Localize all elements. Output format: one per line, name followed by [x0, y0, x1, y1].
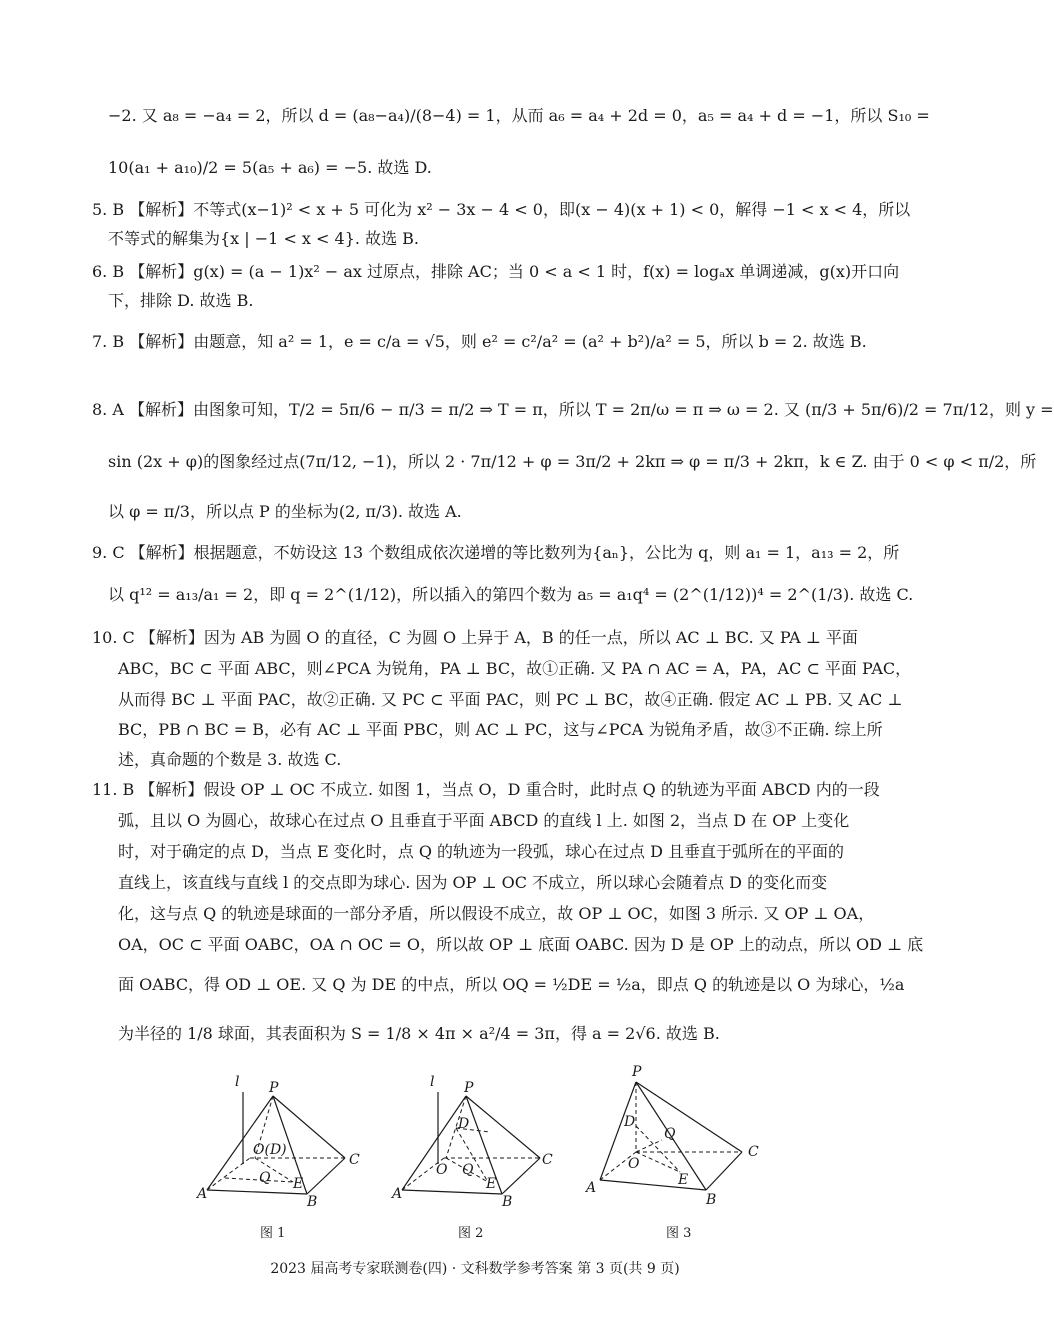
solution-line — [108, 229, 419, 249]
hidden-edge — [207, 1158, 250, 1190]
text-run: 7. B 【解析】由题意，知 a² = 1，e = c/a = √5，则 e² = c²/a² = (a² + b²)/a² = 5，所以 b = 2. 故选 B. — [92, 332, 867, 351]
text-run: 9. C 【解析】根据题意，不妨设这 13 个数组成依次递增的等比数列为{aₙ}，公比为 q，则 a₁ = 1，a₁₃ = 2，所 — [92, 543, 900, 562]
figure-label: O — [628, 1156, 640, 1172]
text-run: 10. C 【解析】因为 AB 为圆 O 的直径，C 为圆 O 上异于 A，B 的任一点，所以 AC ⊥ BC. 又 PA ⊥ 平面 — [92, 628, 858, 647]
solution-line — [118, 935, 923, 955]
text-run: 不等式的解集为{x | −1 < x < 4}. 故选 B. — [108, 229, 419, 248]
solution-line — [118, 811, 849, 831]
figure-label: C — [748, 1144, 759, 1160]
solution-line — [92, 628, 858, 648]
solution-line — [118, 690, 902, 710]
page-footer: 2023 届高考专家联测卷(四) · 文科数学参考答案 第 3 页(共 9 页) — [270, 1261, 680, 1277]
solution-line — [108, 452, 1036, 472]
figure-label: C — [349, 1152, 360, 1168]
edge — [307, 1158, 345, 1194]
figure-label: Q — [664, 1126, 676, 1142]
text-run: −2. 又 a₈ = −a₄ = 2，所以 d = (a₈−a₄)/(8−4) = 1，从而 a₆ = a₄ + 2d = 0，a₅ = a₄ + d = −1，所以 S₁₀ = — [108, 106, 930, 125]
figure-label: A — [586, 1180, 597, 1196]
text-run: 下，排除 D. 故选 B. — [108, 291, 254, 310]
figure-caption: 图 1 — [260, 1226, 286, 1241]
solution-line — [118, 720, 883, 740]
figure-label: B — [502, 1194, 513, 1210]
solution-line — [108, 502, 462, 522]
figure-2-diagram — [390, 1072, 570, 1212]
figure-label: l — [235, 1074, 240, 1090]
figure-label: P — [632, 1064, 642, 1080]
text-run: OA，OC ⊂ 平面 OABC，OA ∩ OC = O，所以故 OP ⊥ 底面 OABC. 因为 D 是 OP 上的动点，所以 OD ⊥ 底 — [118, 935, 924, 954]
figure-label: l — [430, 1074, 435, 1090]
edge — [502, 1158, 540, 1194]
text-run: 6. B 【解析】g(x) = (a − 1)x² − ax 过原点，排除 AC；当 0 < a < 1 时，f(x) = logₐx 单调递减，g(x)开口向 — [92, 262, 900, 281]
edge — [636, 1082, 742, 1152]
edge — [402, 1096, 466, 1190]
figure-label: Q — [462, 1162, 474, 1178]
figure-label: E — [486, 1176, 497, 1192]
solution-line — [108, 106, 930, 126]
figure-caption: 图 3 — [666, 1226, 692, 1241]
hidden-edge — [636, 1140, 662, 1152]
solution-line — [92, 780, 880, 800]
text-run: ABC，BC ⊂ 平面 ABC，则∠PCA 为锐角，PA ⊥ BC，故①正确. 又 PA ∩ AC = A，PA，AC ⊂ 平面 PAC， — [118, 659, 912, 678]
solution-line — [118, 659, 911, 679]
solution-line — [92, 400, 1054, 420]
figure-label: B — [706, 1192, 717, 1208]
edge — [706, 1152, 742, 1190]
solution-line — [92, 543, 899, 563]
figure-3-diagram — [580, 1060, 770, 1210]
figure-label: A — [197, 1186, 208, 1202]
solution-line — [108, 585, 913, 605]
text-run: 面 OABC，得 OD ⊥ OE. 又 Q 为 DE 的中点，所以 OQ = ½DE = ½a，即点 Q 的轨迹是以 O 为球心，½a — [118, 975, 905, 994]
text-run: 直线上，该直线与直线 l 的交点即为球心. 因为 OP ⊥ OC 不成立，所以球心会随着点 D 的变化而变 — [118, 873, 828, 892]
figure-label: A — [392, 1186, 403, 1202]
figure-caption: 图 2 — [458, 1226, 484, 1241]
text-run: 从而得 BC ⊥ 平面 PAC，故②正确. 又 PC ⊂ 平面 PAC，则 PC ⊥ BC，故④正确. 假定 AC ⊥ PB. 又 AC ⊥ — [118, 690, 903, 709]
text-run: 弧，且以 O 为圆心，故球心在过点 O 且垂直于平面 ABCD 的直线 l 上. 如图 2，当点 D 在 OP 上变化 — [118, 811, 850, 830]
text-run: 为半径的 1/8 球面，其表面积为 S = 1/8 × 4π × a²/4 = 3π，得 a = 2√6. 故选 B. — [118, 1024, 720, 1043]
solution-line — [92, 332, 867, 352]
text-run: 5. B 【解析】不等式(x−1)² < x + 5 可化为 x² − 3x − 4 < 0，即(x − 4)(x + 1) < 0，解得 −1 < x < 4，所以 — [92, 200, 911, 219]
text-run: 8. A 【解析】由图象可知，T/2 = 5π/6 − π/3 = π/2 ⇒ T = π，所以 T = 2π/ω = π ⇒ ω = 2. 又 (π/3 + 5π/6)/2 = 7π/12，则 y = — [92, 400, 1054, 419]
solution-line — [108, 158, 432, 178]
figure-label: O(D) — [253, 1142, 287, 1158]
text-run: 述，真命题的个数是 3. 故选 C. — [118, 750, 342, 769]
text-run: 以 φ = π/3，所以点 P 的坐标为(2, π/3). 故选 A. — [108, 502, 462, 521]
figure-label: P — [269, 1080, 279, 1096]
hidden-edge — [636, 1152, 680, 1172]
figure-label: E — [678, 1172, 689, 1188]
figure-label: D — [624, 1114, 636, 1130]
figure-label: Q — [259, 1170, 271, 1186]
solution-line — [108, 291, 253, 311]
text-run: 化，这与点 Q 的轨迹是球面的一部分矛盾，所以假设不成立，故 OP ⊥ OC，如图 3 所示. 又 OP ⊥ OA， — [118, 904, 875, 923]
solution-line — [92, 262, 899, 282]
solution-line — [92, 200, 910, 220]
solution-line — [118, 904, 874, 924]
text-run: BC，PB ∩ BC = B，必有 AC ⊥ 平面 PBC，则 AC ⊥ PC，这与∠PCA 为锐角矛盾，故③不正确. 综上所 — [118, 720, 883, 739]
figure-label: B — [307, 1194, 318, 1210]
text-run: sin (2x + φ)的图象经过点(7π/12, −1)，所以 2 · 7π/12 + φ = 3π/2 + 2kπ ⇒ φ = π/3 + 2kπ，k ∈ Z. 由于 0 < φ < π/2，所 — [108, 452, 1037, 471]
solution-line — [118, 750, 341, 770]
text-run: 时，对于确定的点 D，当点 E 变化时，点 Q 的轨迹为一段弧，球心在过点 D 且垂直于弧所在的平面的 — [118, 842, 845, 861]
text-run: 11. B 【解析】假设 OP ⊥ OC 不成立. 如图 1，当点 O，D 重合时，此时点 Q 的轨迹为平面 ABCD 内的一段 — [92, 780, 880, 799]
edge — [600, 1180, 706, 1190]
solution-line — [118, 873, 827, 893]
text-run: 10(a₁ + a₁₀)/2 = 5(a₅ + a₆) = −5. 故选 D. — [108, 158, 432, 177]
figure-1-diagram — [195, 1072, 375, 1212]
text-run: 以 q¹² = a₁₃/a₁ = 2，即 q = 2^(1/12)，所以插入的第四个数为 a₅ = a₁q⁴ = (2^(1/12))⁴ = 2^(1/3). 故选 C. — [108, 585, 914, 604]
figure-label: P — [464, 1080, 474, 1096]
figure-label: D — [458, 1116, 470, 1132]
figure-label: C — [542, 1152, 553, 1168]
edge — [207, 1190, 307, 1194]
solution-line — [118, 842, 844, 862]
solution-line — [118, 1024, 720, 1044]
solution-line — [118, 975, 904, 995]
figure-label: O — [436, 1162, 448, 1178]
figure-label: E — [293, 1176, 304, 1192]
